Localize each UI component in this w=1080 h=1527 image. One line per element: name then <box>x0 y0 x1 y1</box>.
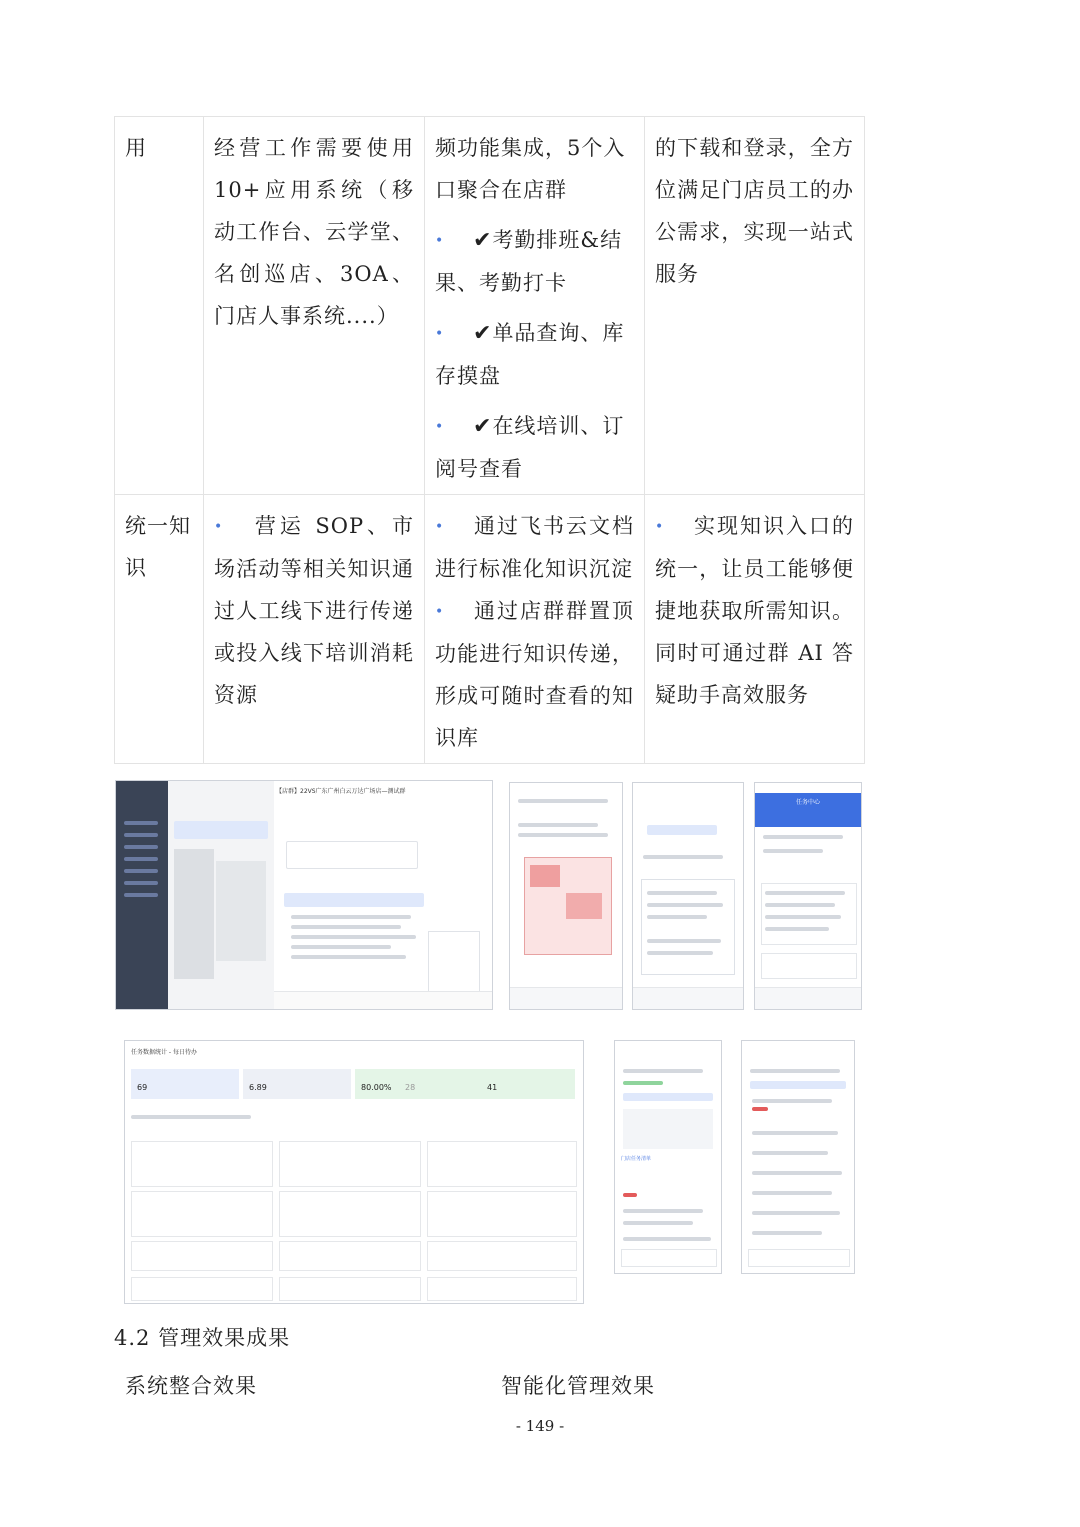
table-cell: • 实现知识入口的统一，让员工能够便捷地获取所需知识。同时可通过群 AI 答疑助手高效服务 <box>645 495 865 764</box>
task-statistics-screenshot <box>124 1040 584 1304</box>
mobile-task-detail-screenshot <box>741 1040 855 1274</box>
subheading-right: 智能化管理效果 <box>501 1374 655 1398</box>
list-item: • 通过店群群置顶功能进行知识传递，形成可随时查看的知识库 <box>435 590 634 759</box>
stat-value: 28 <box>405 1083 416 1092</box>
chat-title: 【店群】22VS广东广州白云万达广场店—测试群 <box>276 788 406 795</box>
desktop-chat-screenshot <box>115 780 493 1010</box>
mobile-pinned-screenshot <box>632 782 744 1010</box>
stat-value: 6.89 <box>249 1083 267 1092</box>
table-row <box>115 117 865 495</box>
section-heading: 4.2 管理效果成果 <box>114 1326 291 1350</box>
mobile-task-list-screenshot <box>614 1040 722 1274</box>
stat-value: 80.00% <box>361 1083 392 1092</box>
list-item: • 通过飞书云文档进行标准化知识沉淀 <box>435 505 634 590</box>
page-number: - 149 - <box>515 1417 565 1435</box>
bullet-icon: • <box>435 519 445 535</box>
phone-title: 任务中心 <box>795 799 820 806</box>
subheading-left: 系统整合效果 <box>125 1374 257 1398</box>
table-cell: 用 <box>115 117 204 495</box>
bullet-icon: • <box>435 604 445 620</box>
mobile-task-center-screenshot <box>754 782 862 1010</box>
panel-title: 任务数据统计 - 每日待办 <box>131 1049 197 1056</box>
mobile-chat-screenshot <box>509 782 623 1010</box>
stat-value: 41 <box>487 1083 498 1092</box>
table-cell <box>425 495 645 764</box>
bullet-icon: • <box>214 519 224 535</box>
bullet-icon: • <box>435 419 445 435</box>
content-table <box>114 116 865 764</box>
cell-text: 频功能集成，5个入口聚合在店群 <box>435 136 626 202</box>
list-label: 门店任务清单 <box>621 1156 652 1162</box>
list-item: • ✔单品查询、库存摸盘 <box>435 312 634 397</box>
table-cell: • 营运 SOP、市场活动等相关知识通过人工线下进行传递或投入线下培训消耗资源 <box>204 495 425 764</box>
check-icon: ✔ <box>473 228 493 253</box>
list-item: • ✔在线培训、订阅号查看 <box>435 405 634 490</box>
bullet-icon: • <box>655 519 665 535</box>
list-item: • ✔考勤排班&结果、考勤打卡 <box>435 219 634 304</box>
table-cell: 统一知识 <box>115 495 204 764</box>
table-row <box>115 495 865 764</box>
bullet-icon: • <box>435 233 445 249</box>
bullet-icon: • <box>435 326 445 342</box>
table-cell <box>425 117 645 495</box>
check-icon: ✔ <box>473 321 493 346</box>
check-icon: ✔ <box>473 414 493 439</box>
stat-value: 69 <box>137 1083 148 1092</box>
table-cell: 经营工作需要使用10+应用系统（移动工作台、云学堂、名创巡店、3OA、门店人事系统....） <box>204 117 425 495</box>
table-cell: 的下载和登录，全方位满足门店员工的办公需求，实现一站式服务 <box>645 117 865 495</box>
